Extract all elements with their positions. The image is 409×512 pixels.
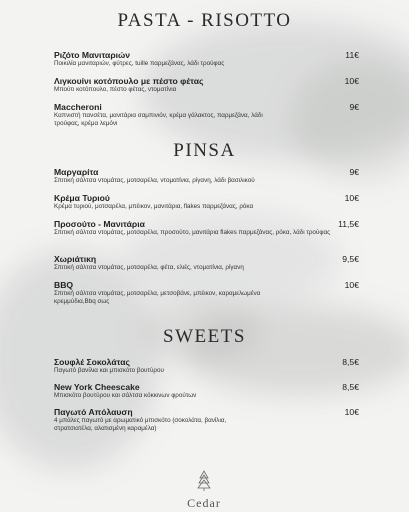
menu-item [54, 357, 359, 375]
item-description: Παγωτό βανίλια και μπισκότο βουτύρου [54, 367, 164, 374]
item-price: 8,5€ [342, 382, 359, 392]
item-description: Μπούτι κοτόπουλο, πέστο φέτας, ντοματίνια [54, 86, 177, 93]
item-description: Σπιτική σάλτσα ντομάτας, μοτσαρέλα, προσούτο, μανιτάρια flakes παρμεζάνας, ρόκα, λάδι τρούφας [54, 229, 331, 236]
cedar-tree-icon [197, 470, 211, 492]
item-price: 10€ [344, 407, 359, 417]
menu-item [54, 50, 359, 68]
item-price: 11,5€ [338, 219, 359, 229]
menu-item [54, 167, 359, 185]
section-title-pasta-risotto: PASTA - RISOTTO [117, 10, 292, 31]
item-price: 10€ [344, 280, 359, 290]
item-name: Παγωτό Απόλαυση [54, 407, 133, 417]
logo-text: Cedar [187, 496, 221, 510]
item-name: Maccheroni [54, 102, 102, 112]
section-title-pinsa: PINSA [173, 140, 236, 161]
item-description: Σπιτική σάλτσα ντομάτας, μοτσαρέλα, ντοματίνια, ρίγανη, λάδι βασιλικού [54, 177, 255, 184]
menu-item [54, 102, 359, 128]
cedar-logo [184, 470, 224, 512]
item-description: Κρέμα τυριού, μοτσαρέλα, μπέικον, μανιτάρια, flakes παρμεζάνας, ρόκα [54, 203, 254, 210]
item-description: Καπνιστή πανσέτα, μανιτάρια σαμπινιόν, κρέμα γάλακτος, παρμεζάνα, λάδι τρούφας, κρέμα λεμόνι [54, 112, 263, 128]
item-name: Σουφλέ Σοκολάτας [54, 357, 130, 367]
item-name: Μαργαρίτα [54, 167, 99, 177]
item-price: 11€ [345, 50, 359, 60]
item-description: 4 μπάλες παγωτό με αρωματικό μπισκότο (σοκολάτα, βανίλια, στρατσιατέλα, αλατισμένη καραμέλα) [54, 417, 227, 433]
item-name: New York Cheescake [54, 382, 140, 392]
item-name: Προσούτο - Μανιτάρια [54, 219, 145, 229]
menu-item [54, 254, 359, 272]
item-description: Σπιτική σάλτσα ντομάτας, μοτσαρέλα, μετσοβάνε, μπέικον, καραμελωμένα κρεμμύδια,Bbq σως [54, 290, 261, 306]
item-description: Σπιτική σάλτσα ντομάτας, μοτσαρέλα, φέτα, ελιές, ντοματίνια, ρίγανη [54, 264, 244, 271]
menu-item [54, 280, 359, 306]
item-name: BBQ [54, 280, 74, 290]
menu-item [54, 219, 359, 237]
item-description: Μπισκότο βουτύρου και σάλτσα κόκκινων φρούτων [54, 392, 197, 399]
item-price: 9€ [349, 167, 359, 177]
item-name: Λιγκουίνι κοτόπουλο με πέστο φέτας [54, 76, 204, 86]
menu-item [54, 407, 359, 433]
item-name: Κρέμα Τυριού [54, 193, 110, 203]
menu-item [54, 382, 359, 400]
item-description: Ποικιλία μανιταριών, φύτρες, tuille παρμεζάνας, λάδι τρούφας [54, 60, 225, 67]
menu-item [54, 193, 359, 211]
item-price: 9,5€ [342, 254, 359, 264]
menu-item [54, 76, 359, 94]
item-price: 8,5€ [342, 357, 359, 367]
item-name: Ριζότο Μανιταριών [54, 50, 131, 60]
item-price: 10€ [344, 193, 359, 203]
section-title-sweets: SWEETS [163, 326, 246, 347]
item-price: 10€ [344, 76, 359, 86]
item-name: Χωριάτικη [54, 254, 97, 264]
item-price: 9€ [349, 102, 359, 112]
